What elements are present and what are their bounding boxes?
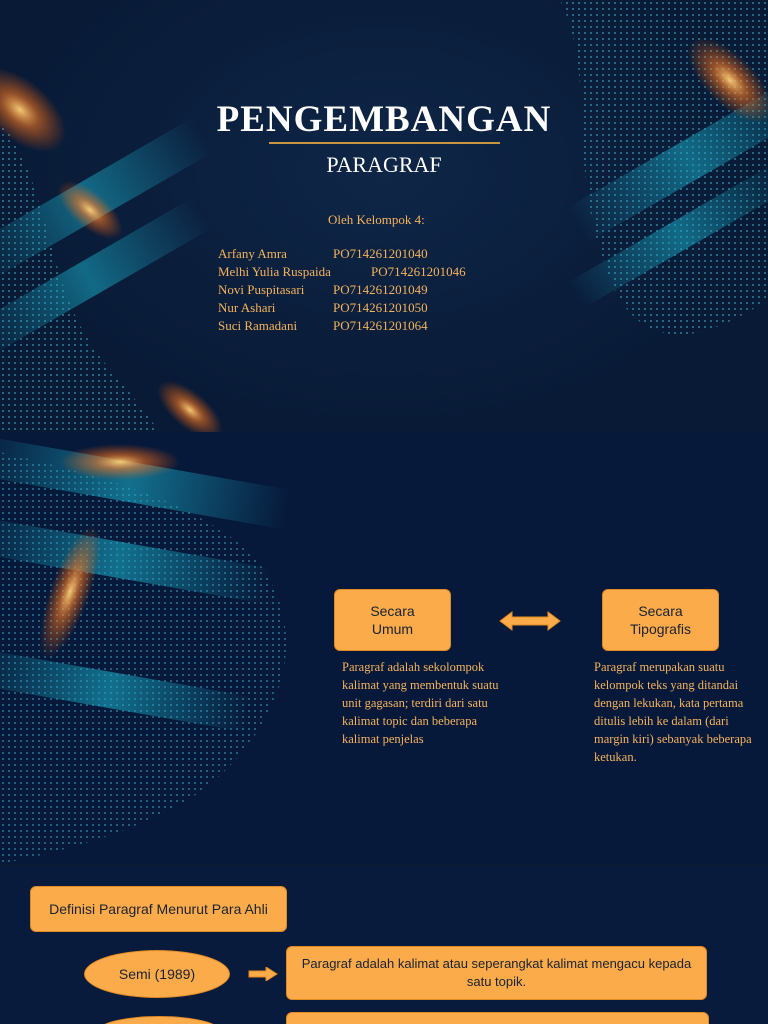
member-row xyxy=(218,300,428,316)
member-id: PO714261201040 xyxy=(333,246,428,261)
member-id: PO714261201046 xyxy=(371,264,466,279)
text-secara-tipografis: Paragraf merupakan suatu kelompok teks yang ditandai dengan lekukan, kata pertama ditulis lebih ke dalam (dari margin kiri) sebanyak beberapa ketukan. xyxy=(594,660,752,764)
heading-label: Definisi Paragraf Menurut Para Ahli xyxy=(49,901,268,917)
title-divider xyxy=(269,142,500,144)
member-row xyxy=(218,246,428,262)
arrow-right-icon xyxy=(248,967,278,981)
heading-box xyxy=(30,886,287,932)
slide-title: PENGEMBANGAN xyxy=(216,99,552,140)
hakikat-slide xyxy=(0,432,768,864)
member-name: Melhi Yulia Ruspaida xyxy=(218,264,331,279)
box-secara-tipografis-label: Secara Tipografis xyxy=(630,603,691,637)
text-secara-umum: Paragraf adalah sekolompok kalimat yang membentuk suatu unit gagasan; terdiri dari satu kalimat topic dan beberapa kalimat penjelas xyxy=(342,660,499,746)
member-name: Nur Ashari xyxy=(218,300,276,315)
definisi-slide xyxy=(0,866,768,1024)
definition-text: Paragraf adalah kalimat atau seperangkat kalimat mengacu kepada satu topik. xyxy=(301,956,692,989)
member-name: Suci Ramadani xyxy=(218,318,298,333)
expert-oval-2 xyxy=(96,1016,222,1024)
expert-oval xyxy=(84,950,230,998)
slide-subtitle: PARAGRAF xyxy=(326,152,442,177)
box-secara-umum-label: Secara Umum xyxy=(370,603,415,637)
member-row xyxy=(218,318,428,334)
definition-box xyxy=(286,946,707,1000)
expert-label: Semi (1989) xyxy=(118,966,196,982)
member-row xyxy=(218,282,428,298)
title-slide xyxy=(0,0,768,432)
member-id: PO714261201050 xyxy=(333,300,428,315)
member-id: PO714261201049 xyxy=(333,282,428,297)
member-name: Novi Puspitasari xyxy=(218,282,305,297)
member-id: PO714261201064 xyxy=(333,318,428,333)
box-secara-tipografis xyxy=(602,589,719,651)
group-label: Oleh Kelompok 4: xyxy=(328,212,425,227)
member-row xyxy=(218,264,466,280)
member-name: Arfany Amra xyxy=(218,246,287,261)
double-arrow-icon xyxy=(498,610,562,632)
box-secara-umum xyxy=(334,589,451,651)
definition-box-2 xyxy=(286,1012,709,1024)
